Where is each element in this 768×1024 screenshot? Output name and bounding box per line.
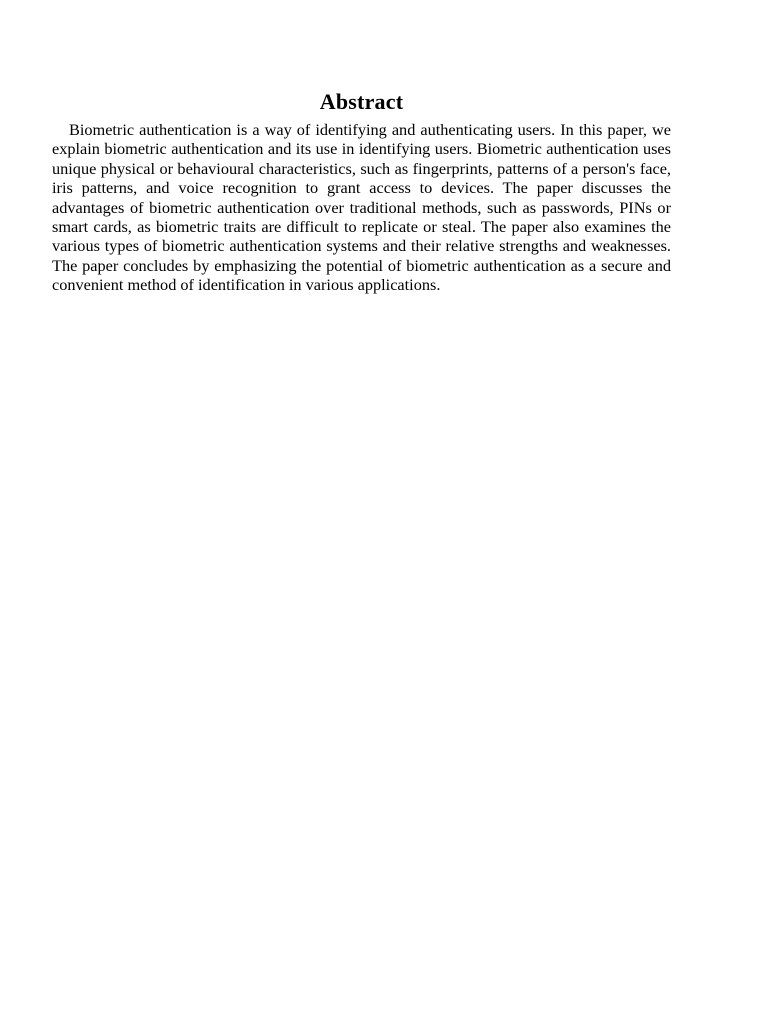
abstract-paragraph: Biometric authentication is a way of identifying and authenticating users. In this paper, we explain biometric authentication and its use in identifying users. Biometric authentication uses unique physical or behavioural characteristics, such as fingerprints, patterns of a person's face, iris patterns, and voice recognition to grant access to devices. The paper discusses the advantages of biometric authentication over traditional methods, such as passwords, PINs or smart cards, as biometric traits are difficult to replicate or steal. The paper also examines the various types of biometric authentication systems and their relative strengths and weaknesses. The paper concludes by emphasizing the potential of biometric authentication as a secure and convenient method of identification in various applications. [52,120,671,295]
abstract-section [52,88,671,295]
abstract-heading: Abstract [319,89,404,114]
